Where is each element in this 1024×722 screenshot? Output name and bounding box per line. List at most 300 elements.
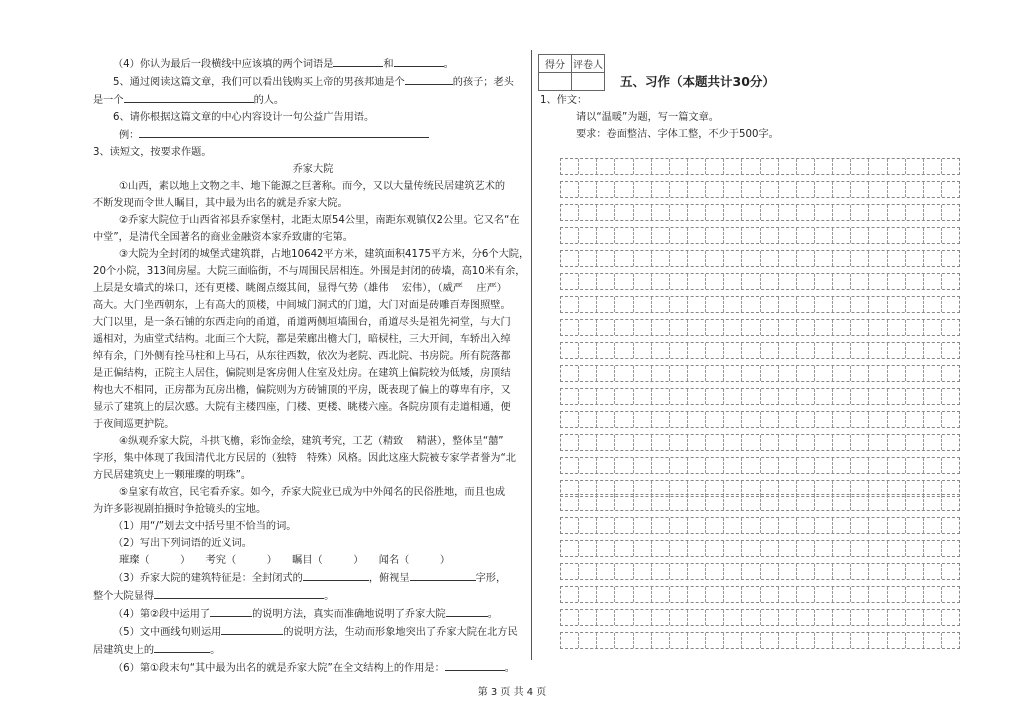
grid-cell[interactable]	[579, 518, 597, 533]
grid-cell[interactable]	[742, 159, 760, 174]
grid-cell[interactable]	[888, 458, 906, 473]
grid-cell[interactable]	[888, 366, 906, 381]
grid-cell[interactable]	[815, 633, 833, 648]
grid-cell[interactable]	[706, 610, 724, 625]
grid-cell[interactable]	[634, 320, 652, 335]
grid-cell[interactable]	[579, 389, 597, 404]
grid-cell[interactable]	[688, 228, 706, 243]
grid-cell[interactable]	[869, 435, 887, 450]
grid-cell[interactable]	[561, 587, 579, 602]
grid-cell[interactable]	[797, 412, 815, 427]
grid-cell[interactable]	[724, 587, 742, 602]
grid-cell[interactable]	[761, 251, 779, 266]
grid-cell[interactable]	[615, 159, 633, 174]
grid-cell[interactable]	[670, 389, 688, 404]
grid-cell[interactable]	[906, 297, 924, 312]
grid-cell[interactable]	[833, 458, 851, 473]
grid-row[interactable]	[560, 365, 960, 382]
grid-cell[interactable]	[688, 435, 706, 450]
grid-cell[interactable]	[779, 320, 797, 335]
grid-cell[interactable]	[706, 343, 724, 358]
grid-cell[interactable]	[688, 274, 706, 289]
grid-row[interactable]	[560, 494, 960, 511]
grid-cell[interactable]	[906, 251, 924, 266]
grid-cell[interactable]	[906, 587, 924, 602]
grid-cell[interactable]	[761, 205, 779, 220]
grid-row[interactable]	[560, 388, 960, 405]
grid-cell[interactable]	[670, 458, 688, 473]
grid-cell[interactable]	[833, 320, 851, 335]
grid-cell[interactable]	[797, 610, 815, 625]
grid-cell[interactable]	[670, 435, 688, 450]
grid-cell[interactable]	[597, 320, 615, 335]
grid-cell[interactable]	[688, 366, 706, 381]
grid-cell[interactable]	[833, 412, 851, 427]
grid-cell[interactable]	[797, 366, 815, 381]
grid-cell[interactable]	[924, 251, 942, 266]
grid-cell[interactable]	[869, 495, 887, 510]
grid-cell[interactable]	[942, 251, 959, 266]
grid-cell[interactable]	[906, 610, 924, 625]
grid-cell[interactable]	[761, 541, 779, 556]
grid-cell[interactable]	[779, 435, 797, 450]
grid-cell[interactable]	[924, 182, 942, 197]
grid-cell[interactable]	[670, 633, 688, 648]
grid-cell[interactable]	[706, 251, 724, 266]
grid-cell[interactable]	[869, 320, 887, 335]
grid-cell[interactable]	[724, 518, 742, 533]
grid-cell[interactable]	[652, 205, 670, 220]
grid-cell[interactable]	[724, 541, 742, 556]
grid-cell[interactable]	[670, 159, 688, 174]
grid-cell[interactable]	[815, 564, 833, 579]
grid-cell[interactable]	[670, 366, 688, 381]
grid-cell[interactable]	[742, 610, 760, 625]
grid-cell[interactable]	[634, 366, 652, 381]
grid-cell[interactable]	[779, 518, 797, 533]
grid-cell[interactable]	[579, 610, 597, 625]
grid-cell[interactable]	[942, 389, 959, 404]
grid-cell[interactable]	[724, 389, 742, 404]
grid-cell[interactable]	[869, 251, 887, 266]
grid-cell[interactable]	[670, 518, 688, 533]
grid-cell[interactable]	[670, 251, 688, 266]
grid-cell[interactable]	[924, 366, 942, 381]
grid-cell[interactable]	[724, 251, 742, 266]
grid-cell[interactable]	[906, 389, 924, 404]
grid-cell[interactable]	[706, 518, 724, 533]
grid-row[interactable]	[560, 296, 960, 313]
grid-cell[interactable]	[561, 458, 579, 473]
grid-row[interactable]	[560, 632, 960, 649]
grid-cell[interactable]	[869, 366, 887, 381]
grid-cell[interactable]	[634, 159, 652, 174]
grid-cell[interactable]	[779, 159, 797, 174]
grid-cell[interactable]	[888, 251, 906, 266]
grid-cell[interactable]	[815, 587, 833, 602]
grid-row[interactable]	[560, 250, 960, 267]
grid-cell[interactable]	[615, 274, 633, 289]
grid-cell[interactable]	[851, 297, 869, 312]
grid-cell[interactable]	[851, 159, 869, 174]
grid-cell[interactable]	[815, 495, 833, 510]
grid-cell[interactable]	[706, 495, 724, 510]
grid-cell[interactable]	[724, 495, 742, 510]
grid-cell[interactable]	[779, 587, 797, 602]
grid-cell[interactable]	[615, 610, 633, 625]
grid-row[interactable]	[560, 563, 960, 580]
grid-cell[interactable]	[797, 159, 815, 174]
grid-cell[interactable]	[869, 564, 887, 579]
grid-cell[interactable]	[869, 159, 887, 174]
grid-cell[interactable]	[579, 366, 597, 381]
grid-cell[interactable]	[561, 412, 579, 427]
grid-cell[interactable]	[579, 205, 597, 220]
grid-cell[interactable]	[652, 541, 670, 556]
grid-cell[interactable]	[670, 205, 688, 220]
grid-cell[interactable]	[924, 297, 942, 312]
grid-cell[interactable]	[742, 495, 760, 510]
grid-cell[interactable]	[652, 251, 670, 266]
grid-cell[interactable]	[652, 366, 670, 381]
grid-cell[interactable]	[942, 458, 959, 473]
grid-cell[interactable]	[906, 412, 924, 427]
grid-cell[interactable]	[833, 541, 851, 556]
grid-cell[interactable]	[706, 320, 724, 335]
grid-cell[interactable]	[561, 343, 579, 358]
grid-row[interactable]	[560, 273, 960, 290]
grid-cell[interactable]	[815, 182, 833, 197]
grid-cell[interactable]	[942, 587, 959, 602]
grid-cell[interactable]	[670, 587, 688, 602]
grid-cell[interactable]	[688, 297, 706, 312]
grid-cell[interactable]	[815, 205, 833, 220]
grid-cell[interactable]	[851, 610, 869, 625]
grid-cell[interactable]	[761, 297, 779, 312]
grid-cell[interactable]	[851, 633, 869, 648]
grid-cell[interactable]	[833, 389, 851, 404]
grid-cell[interactable]	[615, 518, 633, 533]
grid-cell[interactable]	[742, 412, 760, 427]
grid-cell[interactable]	[634, 435, 652, 450]
grid-cell[interactable]	[561, 541, 579, 556]
grid-cell[interactable]	[833, 495, 851, 510]
grid-cell[interactable]	[615, 564, 633, 579]
grid-cell[interactable]	[561, 518, 579, 533]
grid-cell[interactable]	[579, 320, 597, 335]
grid-cell[interactable]	[597, 251, 615, 266]
grid-cell[interactable]	[652, 274, 670, 289]
grid-cell[interactable]	[869, 633, 887, 648]
grid-row[interactable]	[560, 319, 960, 336]
grid-cell[interactable]	[761, 435, 779, 450]
grid-cell[interactable]	[742, 541, 760, 556]
grid-cell[interactable]	[615, 205, 633, 220]
grid-cell[interactable]	[742, 435, 760, 450]
grader-cell[interactable]	[572, 73, 605, 91]
grid-cell[interactable]	[797, 251, 815, 266]
grid-cell[interactable]	[924, 495, 942, 510]
grid-row[interactable]	[560, 158, 960, 175]
grid-cell[interactable]	[724, 366, 742, 381]
grid-cell[interactable]	[797, 435, 815, 450]
grid-cell[interactable]	[851, 228, 869, 243]
grid-cell[interactable]	[833, 518, 851, 533]
grid-cell[interactable]	[597, 297, 615, 312]
grid-cell[interactable]	[615, 251, 633, 266]
grid-cell[interactable]	[634, 610, 652, 625]
grid-cell[interactable]	[924, 541, 942, 556]
grid-cell[interactable]	[833, 435, 851, 450]
grid-cell[interactable]	[597, 435, 615, 450]
grid-cell[interactable]	[652, 458, 670, 473]
grid-cell[interactable]	[652, 587, 670, 602]
grid-cell[interactable]	[706, 297, 724, 312]
grid-cell[interactable]	[634, 228, 652, 243]
grid-cell[interactable]	[833, 297, 851, 312]
grid-cell[interactable]	[888, 435, 906, 450]
grid-cell[interactable]	[579, 587, 597, 602]
grid-cell[interactable]	[906, 274, 924, 289]
grid-cell[interactable]	[688, 458, 706, 473]
grid-cell[interactable]	[561, 389, 579, 404]
grid-cell[interactable]	[888, 159, 906, 174]
grid-cell[interactable]	[579, 435, 597, 450]
grid-cell[interactable]	[561, 366, 579, 381]
grid-cell[interactable]	[906, 541, 924, 556]
grid-cell[interactable]	[906, 228, 924, 243]
grid-cell[interactable]	[797, 458, 815, 473]
grid-cell[interactable]	[688, 495, 706, 510]
grid-cell[interactable]	[851, 495, 869, 510]
grid-cell[interactable]	[942, 610, 959, 625]
grid-cell[interactable]	[579, 541, 597, 556]
grid-cell[interactable]	[924, 518, 942, 533]
grid-cell[interactable]	[724, 182, 742, 197]
grid-cell[interactable]	[742, 587, 760, 602]
grid-cell[interactable]	[742, 320, 760, 335]
grid-cell[interactable]	[724, 297, 742, 312]
score-cell[interactable]	[539, 73, 572, 91]
grid-cell[interactable]	[561, 159, 579, 174]
grid-cell[interactable]	[815, 297, 833, 312]
grid-row[interactable]	[560, 434, 960, 451]
grid-cell[interactable]	[924, 205, 942, 220]
grid-cell[interactable]	[888, 228, 906, 243]
grid-cell[interactable]	[579, 458, 597, 473]
grid-cell[interactable]	[688, 564, 706, 579]
grid-cell[interactable]	[888, 564, 906, 579]
grid-cell[interactable]	[579, 633, 597, 648]
grid-cell[interactable]	[833, 159, 851, 174]
grid-cell[interactable]	[797, 343, 815, 358]
grid-cell[interactable]	[724, 633, 742, 648]
grid-cell[interactable]	[742, 297, 760, 312]
grid-cell[interactable]	[561, 182, 579, 197]
grid-cell[interactable]	[652, 518, 670, 533]
grid-cell[interactable]	[779, 541, 797, 556]
grid-cell[interactable]	[561, 610, 579, 625]
grid-cell[interactable]	[742, 182, 760, 197]
grid-cell[interactable]	[597, 366, 615, 381]
grid-cell[interactable]	[888, 541, 906, 556]
grid-cell[interactable]	[742, 343, 760, 358]
grid-cell[interactable]	[742, 366, 760, 381]
grid-cell[interactable]	[688, 518, 706, 533]
grid-cell[interactable]	[634, 251, 652, 266]
grid-cell[interactable]	[851, 564, 869, 579]
grid-cell[interactable]	[579, 297, 597, 312]
grid-cell[interactable]	[779, 274, 797, 289]
grid-cell[interactable]	[851, 366, 869, 381]
grid-cell[interactable]	[670, 610, 688, 625]
grid-cell[interactable]	[597, 159, 615, 174]
grid-cell[interactable]	[761, 228, 779, 243]
grid-cell[interactable]	[688, 389, 706, 404]
grid-cell[interactable]	[706, 205, 724, 220]
grid-cell[interactable]	[888, 182, 906, 197]
grid-cell[interactable]	[761, 633, 779, 648]
grid-cell[interactable]	[724, 205, 742, 220]
grid-row[interactable]	[560, 540, 960, 557]
grid-cell[interactable]	[815, 412, 833, 427]
grid-cell[interactable]	[706, 274, 724, 289]
grid-cell[interactable]	[924, 320, 942, 335]
grid-cell[interactable]	[706, 541, 724, 556]
grid-cell[interactable]	[797, 182, 815, 197]
grid-cell[interactable]	[797, 274, 815, 289]
grid-cell[interactable]	[615, 633, 633, 648]
grid-cell[interactable]	[706, 633, 724, 648]
grid-cell[interactable]	[670, 343, 688, 358]
grid-cell[interactable]	[615, 182, 633, 197]
grid-cell[interactable]	[742, 458, 760, 473]
grid-cell[interactable]	[888, 518, 906, 533]
grid-cell[interactable]	[924, 159, 942, 174]
grid-cell[interactable]	[797, 495, 815, 510]
grid-cell[interactable]	[761, 159, 779, 174]
grid-cell[interactable]	[906, 343, 924, 358]
grid-cell[interactable]	[761, 610, 779, 625]
grid-cell[interactable]	[634, 205, 652, 220]
grid-cell[interactable]	[597, 564, 615, 579]
grid-cell[interactable]	[670, 297, 688, 312]
grid-cell[interactable]	[815, 541, 833, 556]
grid-cell[interactable]	[924, 587, 942, 602]
grid-cell[interactable]	[742, 633, 760, 648]
grid-cell[interactable]	[779, 564, 797, 579]
grid-cell[interactable]	[634, 343, 652, 358]
grid-cell[interactable]	[670, 320, 688, 335]
grid-cell[interactable]	[706, 159, 724, 174]
grid-cell[interactable]	[779, 251, 797, 266]
grid-cell[interactable]	[706, 182, 724, 197]
grid-cell[interactable]	[634, 564, 652, 579]
grid-cell[interactable]	[942, 159, 959, 174]
grid-cell[interactable]	[851, 320, 869, 335]
grid-cell[interactable]	[833, 587, 851, 602]
grid-cell[interactable]	[706, 435, 724, 450]
grid-cell[interactable]	[924, 564, 942, 579]
grid-cell[interactable]	[706, 366, 724, 381]
grid-cell[interactable]	[652, 633, 670, 648]
grid-cell[interactable]	[942, 274, 959, 289]
grid-cell[interactable]	[869, 297, 887, 312]
grid-cell[interactable]	[615, 495, 633, 510]
grid-cell[interactable]	[615, 389, 633, 404]
grid-cell[interactable]	[869, 182, 887, 197]
grid-cell[interactable]	[579, 412, 597, 427]
grid-cell[interactable]	[706, 587, 724, 602]
grid-cell[interactable]	[779, 633, 797, 648]
grid-cell[interactable]	[670, 228, 688, 243]
grid-cell[interactable]	[652, 297, 670, 312]
grid-cell[interactable]	[579, 251, 597, 266]
grid-cell[interactable]	[579, 495, 597, 510]
grid-cell[interactable]	[597, 228, 615, 243]
grid-cell[interactable]	[615, 228, 633, 243]
grid-cell[interactable]	[779, 297, 797, 312]
grid-cell[interactable]	[652, 610, 670, 625]
grid-cell[interactable]	[615, 366, 633, 381]
grid-cell[interactable]	[597, 587, 615, 602]
grid-cell[interactable]	[869, 458, 887, 473]
grid-cell[interactable]	[815, 458, 833, 473]
grid-cell[interactable]	[688, 159, 706, 174]
grid-cell[interactable]	[688, 251, 706, 266]
grid-cell[interactable]	[561, 495, 579, 510]
grid-cell[interactable]	[561, 320, 579, 335]
grid-cell[interactable]	[869, 610, 887, 625]
grid-cell[interactable]	[906, 495, 924, 510]
grid-cell[interactable]	[851, 343, 869, 358]
grid-cell[interactable]	[761, 182, 779, 197]
grid-cell[interactable]	[779, 610, 797, 625]
grid-cell[interactable]	[652, 159, 670, 174]
grid-cell[interactable]	[652, 320, 670, 335]
grid-cell[interactable]	[615, 587, 633, 602]
grid-cell[interactable]	[779, 495, 797, 510]
grid-cell[interactable]	[688, 205, 706, 220]
grid-cell[interactable]	[634, 389, 652, 404]
grid-cell[interactable]	[906, 366, 924, 381]
grid-cell[interactable]	[688, 610, 706, 625]
grid-cell[interactable]	[942, 366, 959, 381]
grid-cell[interactable]	[942, 343, 959, 358]
grid-cell[interactable]	[761, 587, 779, 602]
grid-cell[interactable]	[888, 587, 906, 602]
grid-row[interactable]	[560, 204, 960, 221]
grid-row[interactable]	[560, 342, 960, 359]
grid-cell[interactable]	[906, 458, 924, 473]
grid-cell[interactable]	[724, 228, 742, 243]
grid-cell[interactable]	[906, 564, 924, 579]
grid-cell[interactable]	[869, 412, 887, 427]
grid-cell[interactable]	[869, 518, 887, 533]
grid-cell[interactable]	[906, 159, 924, 174]
grid-cell[interactable]	[724, 343, 742, 358]
grid-cell[interactable]	[833, 251, 851, 266]
grid-cell[interactable]	[779, 343, 797, 358]
grid-cell[interactable]	[815, 274, 833, 289]
grid-cell[interactable]	[924, 412, 942, 427]
grid-cell[interactable]	[615, 458, 633, 473]
grid-cell[interactable]	[688, 587, 706, 602]
grid-cell[interactable]	[652, 564, 670, 579]
grid-cell[interactable]	[906, 518, 924, 533]
grid-cell[interactable]	[724, 458, 742, 473]
grid-cell[interactable]	[579, 182, 597, 197]
